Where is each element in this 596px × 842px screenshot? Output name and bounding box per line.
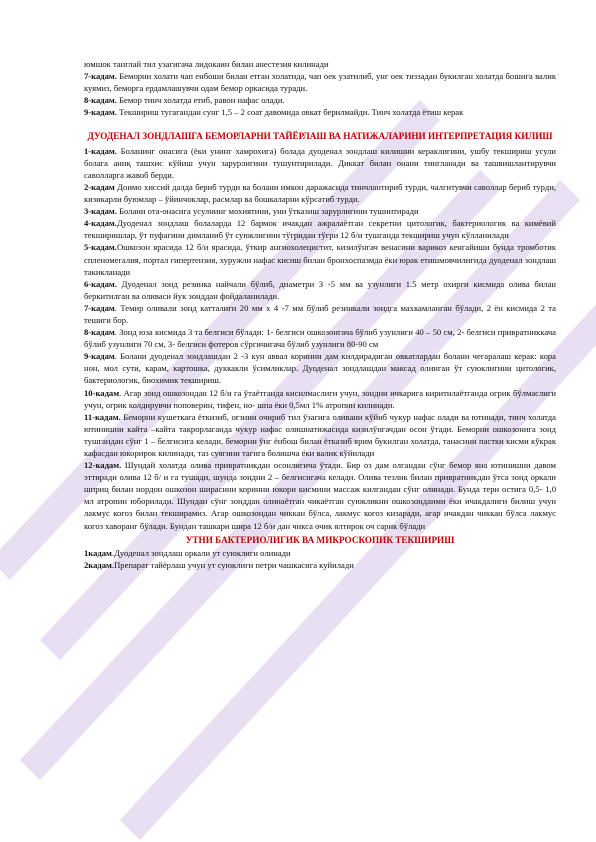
intro-paragraph xyxy=(84,58,556,70)
section-heading-bile-testing: УТНИ БАКТЕРИОЛИГИК ВА МИКРОСКОПИК ТЕКШИРИШ xyxy=(185,534,455,545)
step-label: 3-кадам. xyxy=(84,206,117,217)
document-page xyxy=(84,58,556,571)
step-paragraph xyxy=(84,411,556,459)
step-paragraph xyxy=(84,205,556,217)
step-label: 9-кадам. xyxy=(84,107,117,118)
step-label: 8-кадам. xyxy=(84,95,117,106)
step-text: . Темир оливали зонд катталиги 20 мм х 4 -7 мм бўлиб резинкали зондга махкамланган бўлади, 2 ён кисмида 2 та тешиги бор. xyxy=(84,302,556,325)
step-label: 6-кадам. xyxy=(84,278,117,289)
step-paragraph xyxy=(84,145,556,181)
step-text: Дуоденал зондлаш болаларда 12 бармок ичакдан ажралаётган секретни цитологик, бактериологик ва кимёвий текширишлар, ўт пуфагини димланиб ўт суюклигини тўгридан тўгри 12 б/и тушганда текшириш учун кўлланилади xyxy=(84,218,556,241)
step-text: юмшок танглай тил узагигача лидокаин билан анестезия килинади xyxy=(84,59,329,69)
step-paragraph xyxy=(84,217,556,241)
step-label: 2кадам xyxy=(84,559,112,570)
step-paragraph xyxy=(84,278,556,302)
step-text: Шундай холатда олива привратникдан осонлигича ўтади. Бир оз дам олгандан сўнг бемор яна ютинишни давом эттиради олива 12 б/ и га тушади, шунда зондни 2 – белгисигача келади. Олива тезлик билан привратникдан ўтса зонд оркали шприц билан нордон ошкозон ширасини коринни юкори кисмини массаж килгандан сўнг олинади. Бунда тери остига 0,5- 1,0 мл атропин юборилади. Шундан сўнг зонддан олинаётган чикаётган суюкликни ошкозондаими ёки ичакдалиги билиш учун лакмус когоз билан текширамиз. Агар ошкозондан чиккан бўлса, лакмус когоз кизаради, агар ичакдан чиккан бўлса лакмус когоз хаворанг бўлади. Бундан ташкари шира 12 б/и дан чикса очик ялтирок оч сарик бўлади xyxy=(84,460,556,531)
step-text: Болани ота-онасига усулнинг мохиятини, уни ўтказиш зарурлигини тушинтиради xyxy=(116,206,419,217)
step-label: 7-кадам xyxy=(84,302,115,313)
step-label: 5-кадам. xyxy=(84,242,117,253)
step-paragraph xyxy=(84,547,556,559)
step-label: 12-кадам. xyxy=(84,460,122,471)
step-text: Бемор тинч холатда етиб, равон нафас олади. xyxy=(116,95,285,106)
step-text: . Агар зонд ошкозондан 12 б/и га ўтаётганда кисилмаслиги учун, зондни ичкарига киритилаётганда огрик бўлмаслиги учун, огрик колдирувчи поповерин, тифен, но- шпа ёки 0,5мл 1% атропин килинади. xyxy=(84,387,556,410)
step-text: Текшириш тугагандан сунг 1,5 – 2 соат давомида овкат берилмайди. Тинч холатда ётиш керак xyxy=(116,107,464,118)
step-text: Дуоденал зонд резинка найчали бўлиб, диаметри 3 -5 мм ва узунлиги 1.5 метр охирги кисмида олива билан беркитилган ва оливаси йук зонддан фойдаланилади. xyxy=(84,278,556,301)
step-text: . Болани дуоденал зондлашдан 2 -3 кун аввал коринни дам килдирадиган овкатлардан болани чегаралаш керак: кора нон, мол сути, карам, картошка, дуккакли ўсимликлар. Дуоденал зондлашдан максад олинган ўт суюклигини цитологик, бактериологик, биохимик текшириш. xyxy=(84,351,556,386)
step-label: 9-кадам xyxy=(84,351,115,362)
step-text: Беморни кушеткага ёткизиб, оғзини очириб тил ўзагига оливани кўйиб чукур нафас олади ва ютинади, тинч холатда ютинишни кайта –кайта такрорлаганда чукур нафас олишнатижасида кизилўнгачдан осон ўтади. Беморни ошкозонига зонд тушгандан сўнг 1 – белгисига келади, беморни ўнг ёнбош билан ётказиб ярим букилган холатда, танасини пастки кисми кўкрак кафасдан юкорирок килинади, таз суягини тагига болишча ёки валик кўйилади xyxy=(84,411,556,459)
step-paragraph xyxy=(84,181,556,205)
step-paragraph xyxy=(84,326,556,350)
step-label: 4-кадам. xyxy=(84,218,117,229)
step-label: 8-кадам xyxy=(84,327,115,338)
step-label: 11-кадам. xyxy=(84,411,121,422)
step-label: 1-кадам. xyxy=(84,145,117,156)
step-paragraph xyxy=(84,387,556,411)
step-label: 2-кадам xyxy=(84,181,115,192)
step-text: Беморни холати чап енбоши билан етган холатида, чап оек узатилиб, унг оек тиззадан букилган холатда бошига валик куямиз, беморга ердамлашувчи одам бемор оркасида туради. xyxy=(84,71,556,94)
intro-paragraph xyxy=(84,106,556,118)
section-preparation-body xyxy=(84,145,556,532)
step-paragraph xyxy=(84,302,556,326)
step-label: 7-кадам. xyxy=(84,71,117,82)
intro-block xyxy=(84,58,556,118)
step-paragraph xyxy=(84,459,556,532)
step-text: . Зонд юза кисмида 3 та белгиси бўлади: 1- белгиси ошкозонгача бўлиб узунлиги 40 – 50 см, 2- белгиси привратниккача бўлиб узунлиги 70 см, 3- белгиси фотеров сўргичигача бўлиб узунлиги 80-90 см xyxy=(84,327,556,350)
section-bile-testing-body xyxy=(84,547,556,571)
step-label: 1кадам xyxy=(84,547,112,558)
step-text: .Препарат тайёрлаш учун ут суюклиги петри чашкасига куйилади xyxy=(111,559,354,570)
step-label: 10-кадам xyxy=(84,387,120,398)
step-text: Доимо хиссий далда бериб турди ва болани имкон даражасида тинчлантириб турди, чалгитувчи саволлар бериб турди, кизикарли буюмлар – ўйинчоклар, расмлар ва бошкаларни кўрсатиб турди. xyxy=(84,181,556,205)
intro-paragraph xyxy=(84,94,556,106)
step-paragraph xyxy=(84,350,556,386)
intro-paragraph xyxy=(84,70,556,94)
step-text: .Дуоденал зондлаш оркали ут суюклиги олинади xyxy=(111,547,291,558)
step-paragraph xyxy=(84,559,556,571)
step-text: Боланинг онасига (ёки унинг хамрохига) болада дуоденал зондлаш килишни кераклигини, ушбу текшириш усули болага аниқ ташхис кўйиш учун зарурлигини тушунтирилади. Диккат билан онани тингланади ва ташвишлантирувчи саволларга жавоб берди. xyxy=(84,145,556,180)
step-text: Ошкозон ярасида 12 б/и ярасида, ўткир ангиохолецистит, кизилўнгач венасини варикоз кенгайиши бунда тромботик спленомегалия, портал гипертензия, хуружли нафас кисиш билан бронхоспазмда ёки юрак етишмовчилигида дуоденал зондлаш такикланади xyxy=(84,242,556,277)
section-heading-preparation: ДУОДЕНАЛ ЗОНДЛАШГА БЕМОРЛАРНИ ТАЙЁРЛАШ ВА НАТИЖАЛАРИНИ ИНТЕРПРЕТАЦИЯ КИЛИШ xyxy=(87,131,553,142)
step-paragraph xyxy=(84,241,556,277)
